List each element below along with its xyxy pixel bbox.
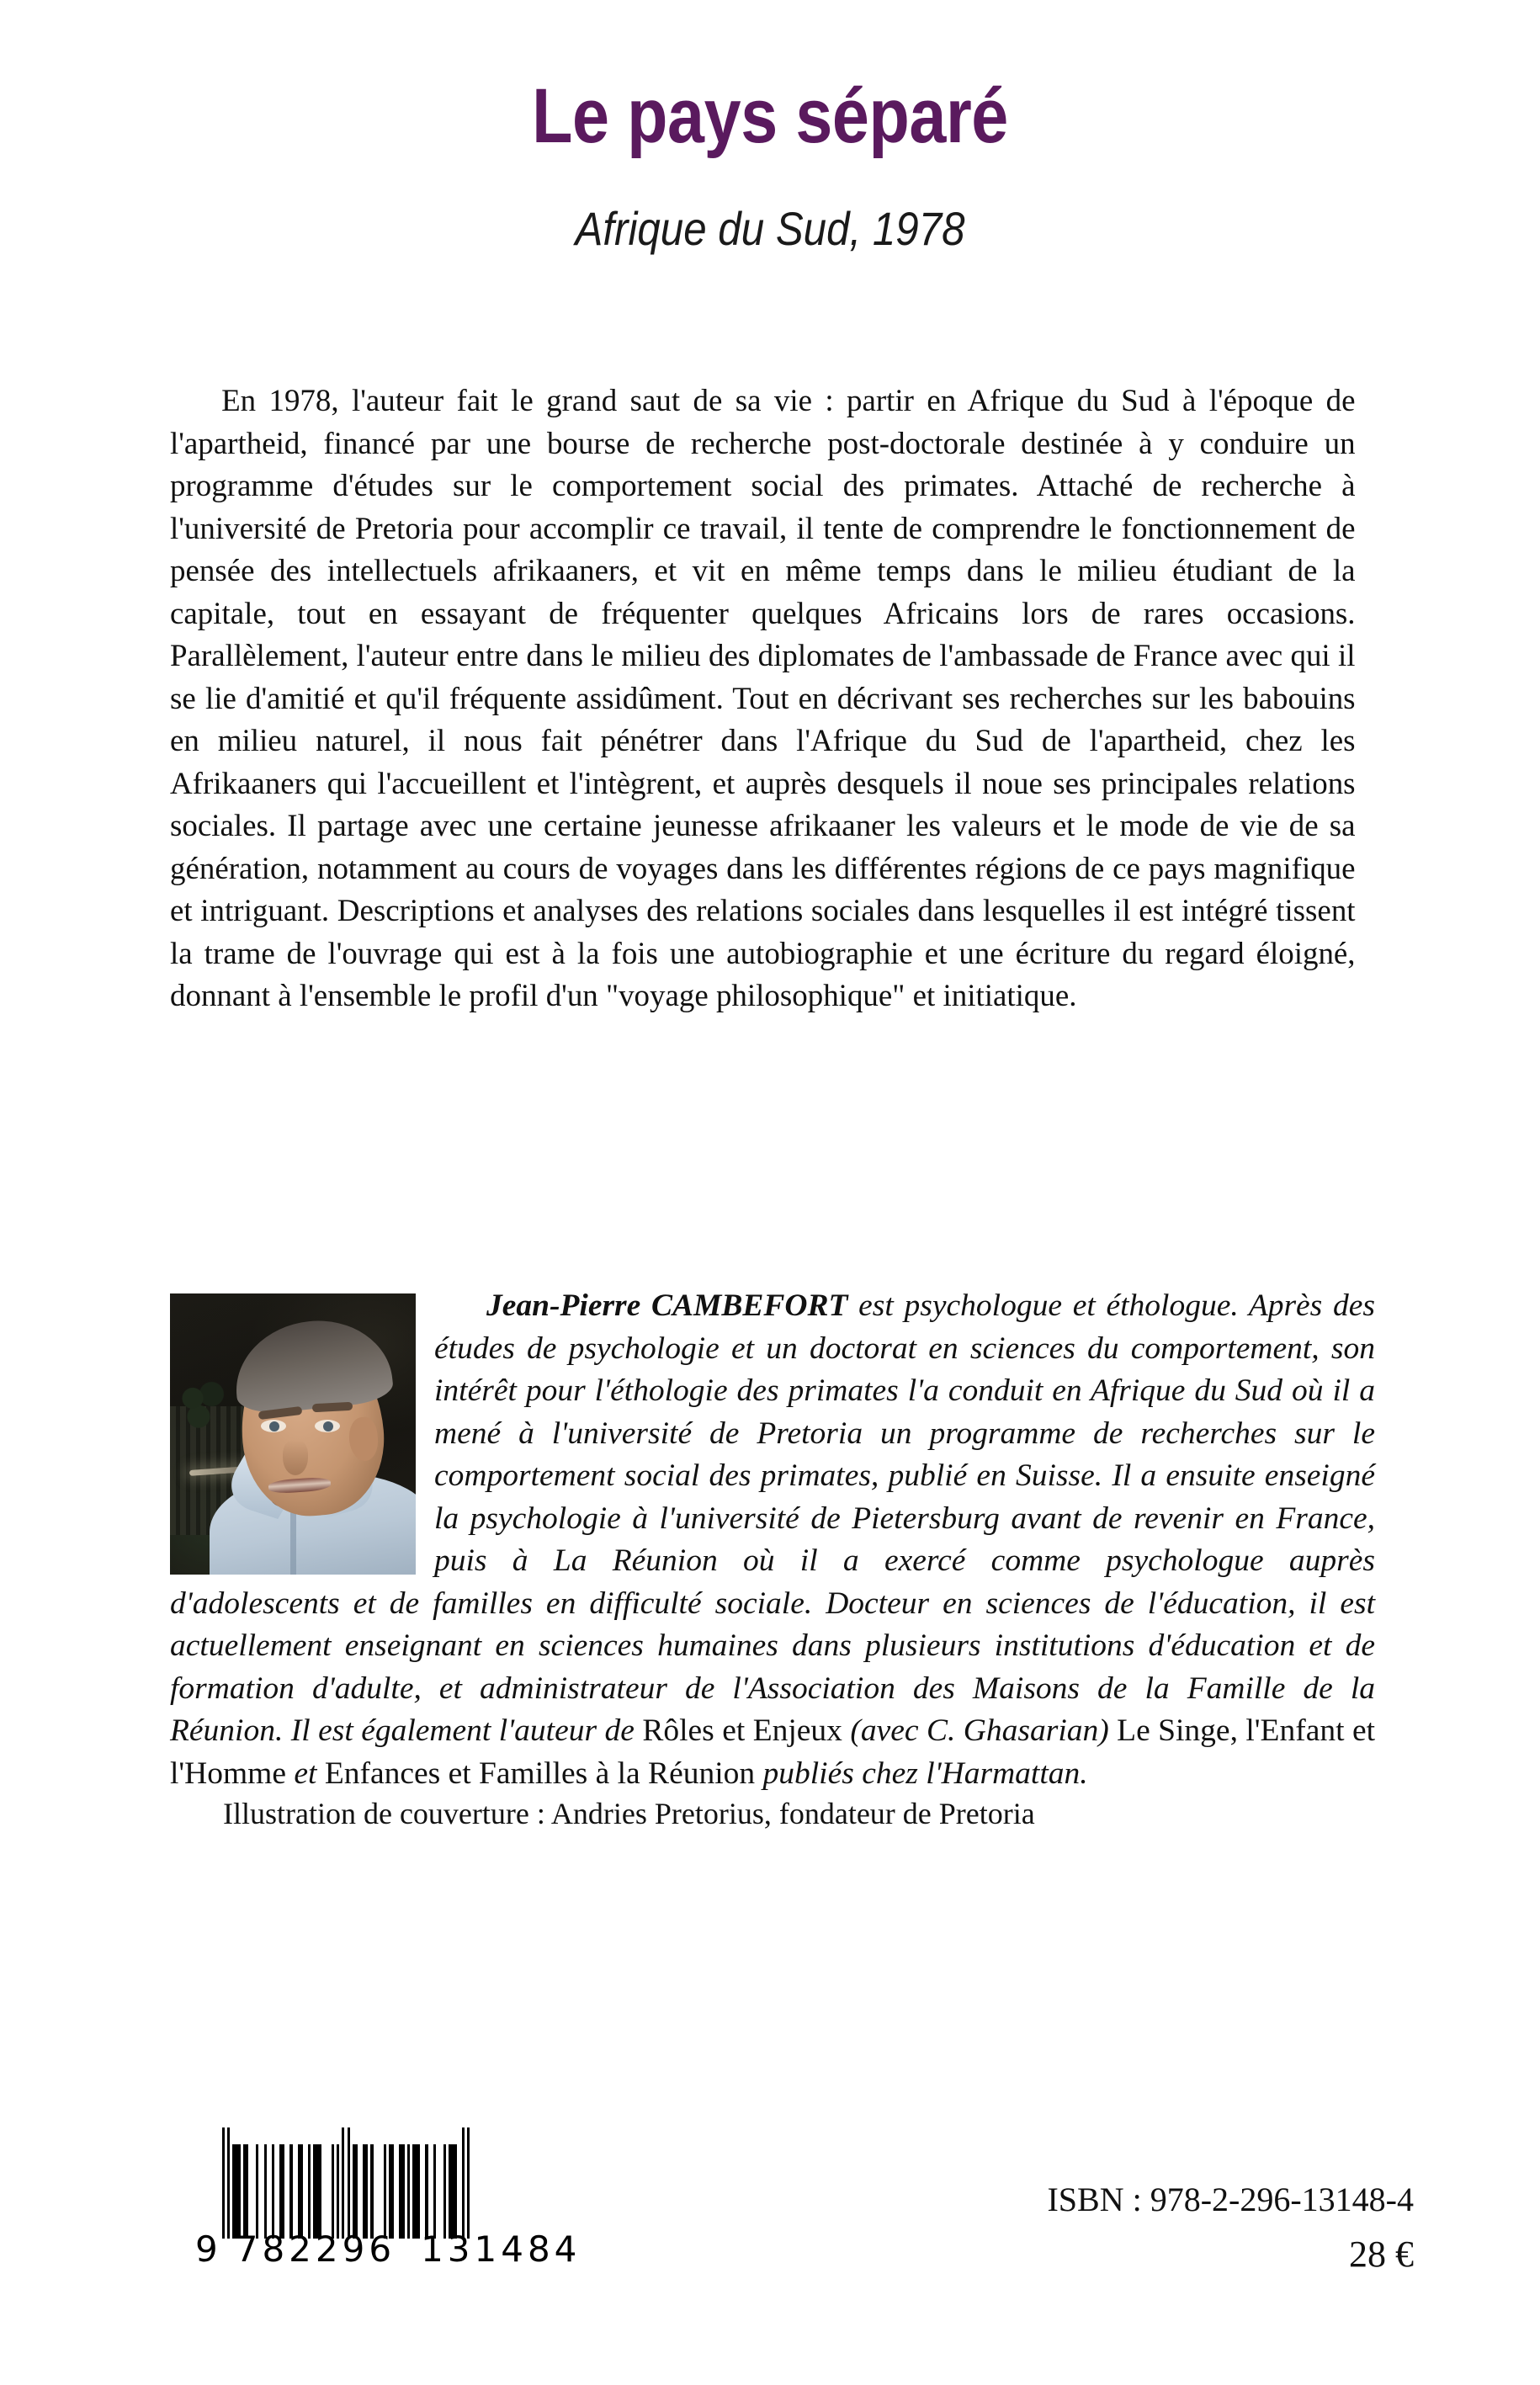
page-title: Le pays séparé: [532, 73, 1008, 159]
author-work-title-3: Enfances et Familles à la Réunion: [324, 1756, 756, 1791]
author-work-title-1: Rôles et Enjeux: [642, 1713, 842, 1748]
author-work-title-2: Le Singe, l'Enfant et l'Homme: [170, 1713, 1376, 1791]
barcode-group-1: 782296: [235, 2228, 396, 2270]
page-subtitle: Afrique du Sud, 1978: [575, 202, 965, 255]
title-block: [0, 73, 1540, 255]
isbn-value: ISBN : 978-2-296-13148-4: [1047, 2180, 1414, 2218]
cover-illustration-credit: Illustration de couverture : Andries Pretorius, fondateur de Pretoria: [223, 1797, 1035, 1830]
barcode-lead-digit: 9: [195, 2228, 220, 2270]
portrait-nose: [283, 1440, 308, 1475]
author-bio-part-3: publiés chez l'Harmattan.: [755, 1756, 1088, 1791]
ean13-barcode-graphic: [222, 2127, 582, 2239]
price-value: 28 €: [1349, 2234, 1414, 2275]
isbn-price-block: [1047, 2176, 1414, 2281]
author-bio-conjunction: et: [286, 1756, 325, 1791]
author-bio-block: [170, 1285, 1375, 1795]
author-bio-part-1: est psychologue et éthologue. Après des études de psychologie et un doctorat en sciences du comportement, son intérêt pour l'éthologie des primates l'a conduit en Afrique du Sud où il a mené à l'université de Pretoria un programme de recherches sur le comportement social des primates, publié en Suisse. Il a ensuite enseigné la psychologie à l'université de Pietersburg avant de revenir en France, puis à La Réunion où il a exercé comme psychologue auprès d'adolescents et de familles en difficulté sociale. Docteur en sciences de l'éducation, il est actuellement enseignant en sciences humaines dans plusieurs institutions d'éducation et de formation d'adulte, et administrateur de l'Association des Maisons de la Famille de la Réunion. Il est également l'auteur de: [170, 1288, 1375, 1748]
blurb-paragraph: En 1978, l'auteur fait le grand saut de sa vie : partir en Afrique du Sud à l'époque de l'apartheid, financé par une bourse de recherche post-doctorale destinée à y conduire un programme d'études sur le comportement social des primates. Attaché de recherche à l'université de Pretoria pour accomplir ce travail, il tente de comprendre le fonctionnement de pensée des intellectuels afrikaaners, et vit en même temps dans le milieu étudiant de la capitale, tout en essayant de fréquenter quelques Africains lors de rares occasions. Parallèlement, l'auteur entre dans le milieu des diplomates de l'ambassade de France avec qui il se lie d'amitié et qu'il fréquente assidûment. Tout en décrivant ses recherches sur les babouins en milieu naturel, il nous fait pénétrer dans l'Afrique du Sud de l'apartheid, chez les Afrikaaners qui l'accueillent et l'intègrent, et auprès desquels il noue ses principales relations sociales. Il partage avec une certaine jeunesse afrikaaner les valeurs et le mode de vie de sa génération, notamment au cours de voyages dans les différentes régions de ce pays magnifique et intriguant. Descriptions et analyses des relations sociales dans lesquelles il est intégré tissent la trame de l'ouvrage qui est à la fois une autobiographie et une écriture du regard éloigné, donnant à l'ensemble le profil d'un "voyage philosophique" et initiatique.: [170, 384, 1356, 1013]
author-bio-part-2: (avec C. Ghasarian): [842, 1713, 1118, 1748]
author-name: Jean-Pierre CAMBEFORT: [486, 1288, 848, 1323]
author-portrait-photo: [170, 1293, 416, 1575]
barcode-digits: [195, 2228, 582, 2270]
barcode-group-2: 131484: [421, 2228, 581, 2270]
barcode-block: [195, 2127, 582, 2270]
portrait-foliage: [175, 1378, 234, 1437]
